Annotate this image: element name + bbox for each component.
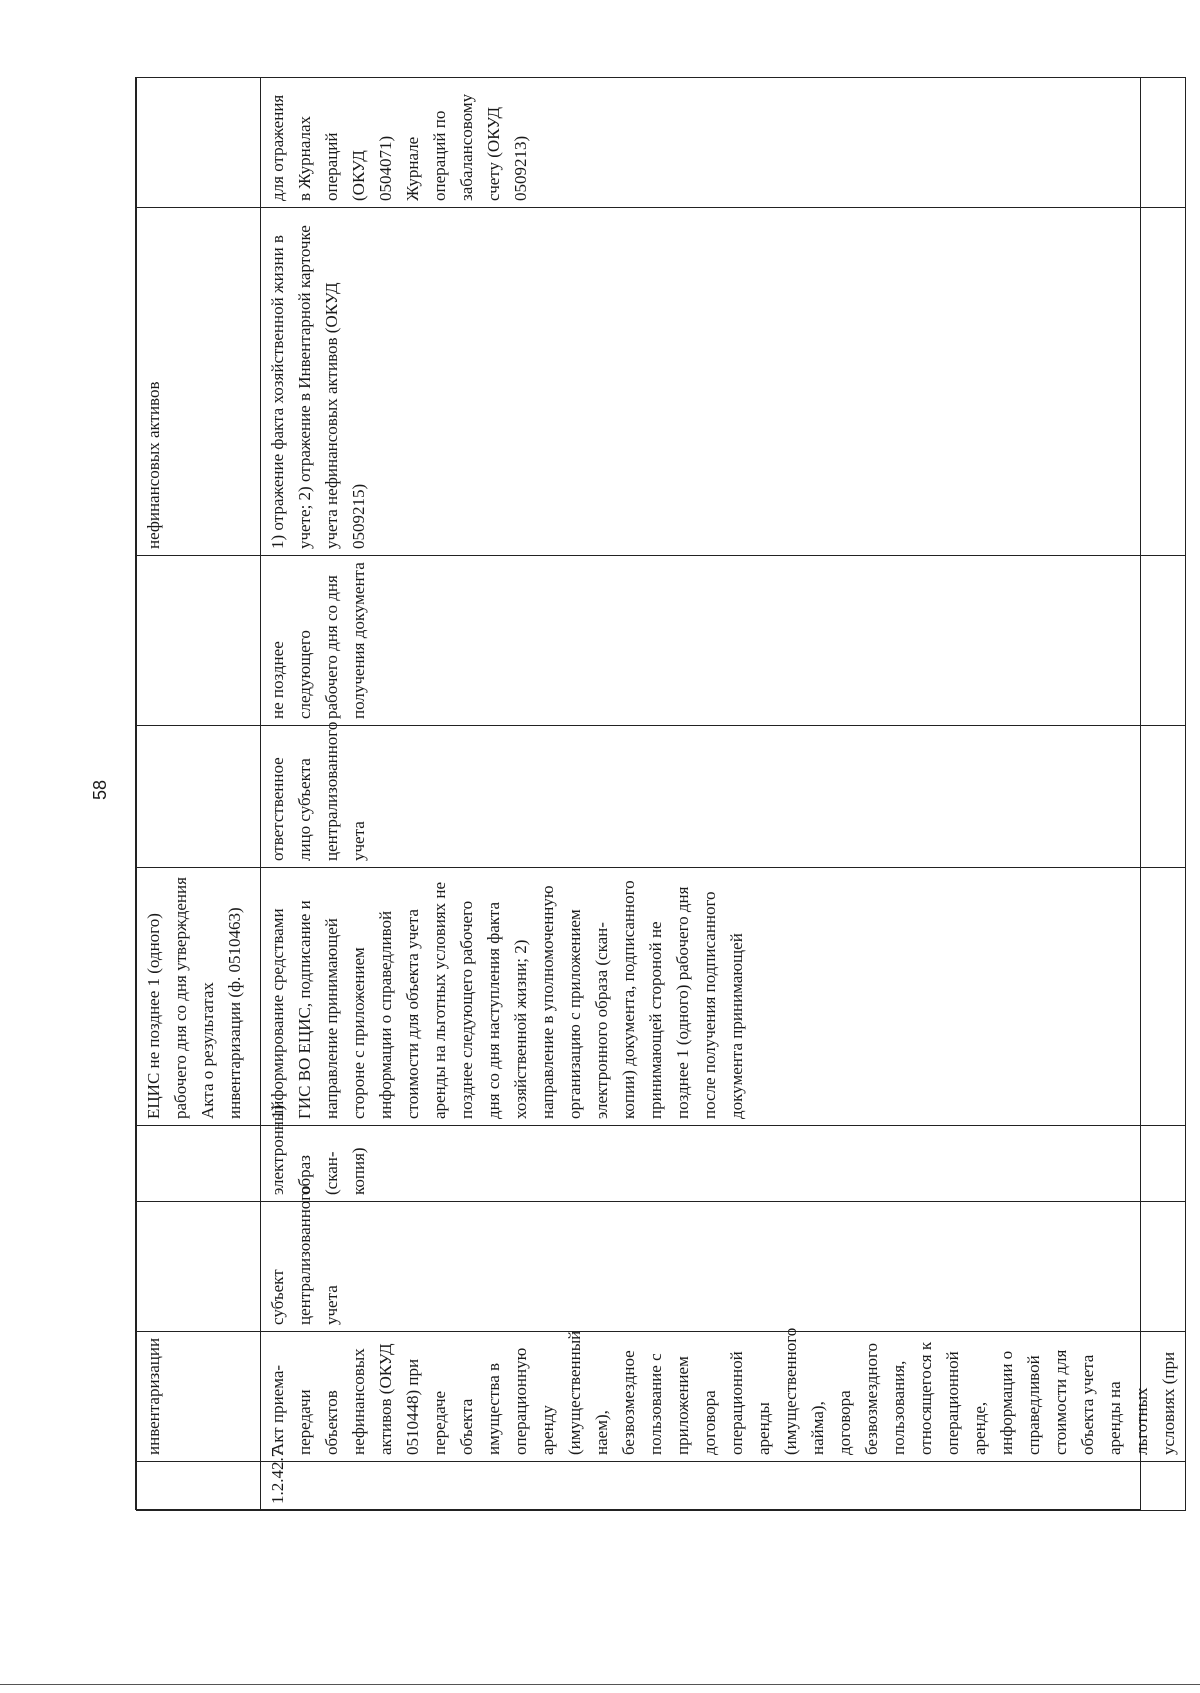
header-cell-empty [137,726,261,868]
creator-cell: субъект централизованного учета [261,1202,1186,1332]
deadline-cell: не позднее следующего рабочего дня со дня получения документа [261,556,1186,726]
page-number: 58 [90,779,110,801]
header-cell-deadline: ЕЦИС не позднее 1 (одного) рабочего дня со дня утверждения Акта о результатах инвентаризации (ф. 0510463) [137,868,261,1126]
document-table [135,77,1178,1510]
header-cell-empty [137,78,261,208]
procedure-cell: 1) формирование средствами ГИС ВО ЕЦИС, подписание и направление принимающей стороне с приложением информации о справедливой стоимости для объекта учета аренды на льготных условиях не позднее следующего рабочего дня со дня наступления факта хозяйственной жизни; 2) направление в уполномоченную организацию с приложением электронного образа (скан-копии) документа, подписанного принимающей стороной не позднее 1 (одного) рабочего дня после получения подписанного документа принимающей [261,868,1186,1126]
row-number-cell: 1.2.42.7 [261,1462,1186,1511]
header-cell-empty [137,1462,261,1511]
responsible-cell: ответственное лицо субъекта централизованного учета [261,726,1186,868]
form-cell: электронный образ (скан-копия) [261,1126,1186,1202]
document-name-cell: Акт приема-передачи объектов нефинансовых активов (ОКУД 0510448) при передаче объекта имущества в операционную аренду (имущественный наем), безвозмездное пользование с приложением договора операционной аренды (имущественного найма), договора безвозмездного пользования, относящегося к операционной аренде, информации о справедливой стоимости для объекта учета аренды на льготных условиях (при [261,1332,1186,1462]
header-cell-doc-name: инвентаризации [137,1332,261,1462]
header-cell-empty [137,1126,261,1202]
journal-cell: для отражения в Журналах операций (ОКУД 0504071) Журнале операций по забалансовому счету (ОКУД 0509213) [261,78,1186,208]
table-row [261,78,1186,1511]
bottom-rule [0,1684,1200,1685]
header-cell-empty [137,1202,261,1332]
header-cell-empty [137,556,261,726]
header-cell-purpose: нефинансовых активов [137,208,261,556]
table-header-row [137,78,261,1511]
use-cell: 1) отражение факта хозяйственной жизни в учете; 2) отражение в Инвентарной карточке учета нефинансовых активов (ОКУД 0509215) [261,208,1186,556]
